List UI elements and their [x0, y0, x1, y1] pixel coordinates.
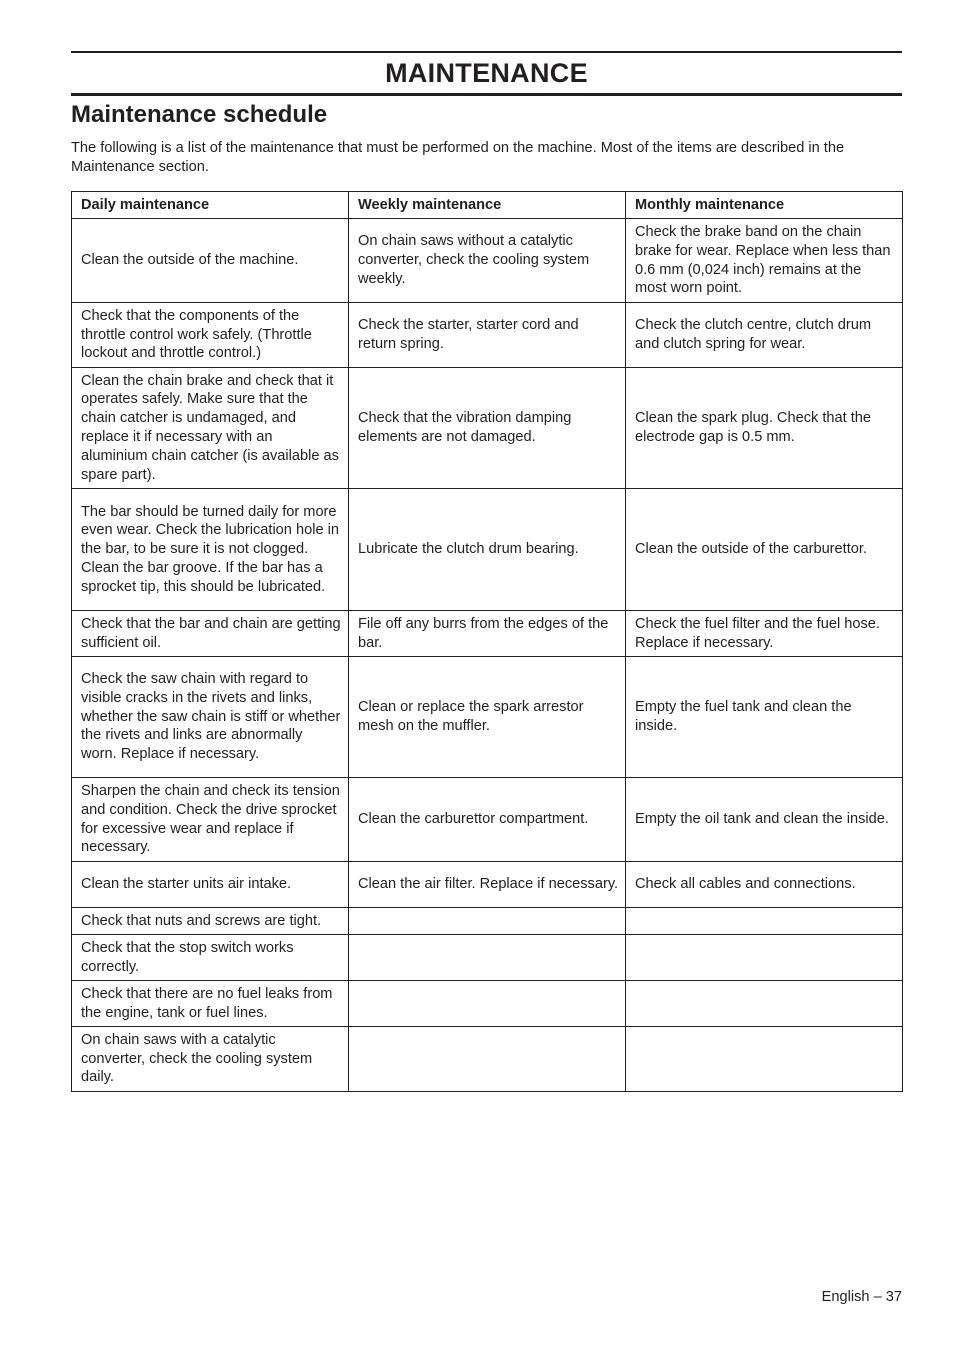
table-row — [72, 935, 903, 981]
monthly-cell — [625, 981, 902, 1027]
chapter-header — [71, 51, 902, 96]
table-row — [72, 489, 903, 611]
monthly-cell — [625, 908, 902, 935]
table-row — [72, 303, 903, 368]
weekly-cell: On chain saws without a catalytic converter, check the cooling system weekly. — [348, 219, 625, 303]
weekly-cell — [348, 981, 625, 1027]
weekly-cell — [348, 935, 625, 981]
daily-cell: Check that the components of the throttle control work safely. (Throttle lockout and throttle control.) — [72, 303, 349, 368]
monthly-cell: Check the fuel filter and the fuel hose. Replace if necessary. — [625, 611, 902, 657]
intro-paragraph: The following is a list of the maintenance that must be performed on the machine. Most of the items are described in the Maintenance section. — [71, 140, 845, 175]
weekly-cell: Check that the vibration damping elements are not damaged. — [348, 368, 625, 489]
table-row — [72, 657, 903, 778]
daily-cell: Clean the outside of the machine. — [72, 219, 349, 303]
column-header-monthly: Monthly maintenance — [625, 192, 902, 219]
table-row — [72, 368, 903, 489]
weekly-cell: Lubricate the clutch drum bearing. — [348, 489, 625, 611]
daily-cell: Check that the stop switch works correctly. — [72, 935, 349, 981]
weekly-cell: File off any burrs from the edges of the bar. — [348, 611, 625, 657]
monthly-cell: Check the clutch centre, clutch drum and clutch spring for wear. — [625, 303, 902, 368]
monthly-cell: Clean the outside of the carburettor. — [625, 489, 902, 611]
daily-cell: On chain saws with a catalytic converter, check the cooling system daily. — [72, 1027, 349, 1092]
monthly-cell: Empty the fuel tank and clean the inside. — [625, 657, 902, 778]
table-row — [72, 908, 903, 935]
daily-cell: Sharpen the chain and check its tension and condition. Check the drive sprocket for excessive wear and replace if necessary. — [72, 778, 349, 862]
table-header-row — [72, 192, 903, 219]
monthly-cell: Clean the spark plug. Check that the electrode gap is 0.5 mm. — [625, 368, 902, 489]
weekly-cell: Clean the carburettor compartment. — [348, 778, 625, 862]
daily-cell: Check that there are no fuel leaks from the engine, tank or fuel lines. — [72, 981, 349, 1027]
daily-cell: Check that nuts and screws are tight. — [72, 908, 349, 935]
page-number: English – 37 — [821, 1289, 902, 1305]
weekly-cell — [348, 908, 625, 935]
section-title: Maintenance schedule — [71, 101, 328, 128]
daily-cell: Clean the chain brake and check that it operates safely. Make sure that the chain catcher is undamaged, and replace it if necessary with an aluminium chain catcher (is available as spare part). — [72, 368, 349, 489]
chapter-title: MAINTENANCE — [385, 58, 588, 88]
monthly-cell: Check the brake band on the chain brake for wear. Replace when less than 0.6 mm (0,024 inch) remains at the most worn point. — [625, 219, 902, 303]
weekly-cell: Check the starter, starter cord and return spring. — [348, 303, 625, 368]
table-row — [72, 1027, 903, 1092]
daily-cell: Check the saw chain with regard to visible cracks in the rivets and links, whether the saw chain is stiff or whether the rivets and links are abnormally worn. Replace if necessary. — [72, 657, 349, 778]
daily-cell: The bar should be turned daily for more even wear. Check the lubrication hole in the bar, to be sure it is not clogged. Clean the bar groove. If the bar has a sprocket tip, this should be lubricated. — [72, 489, 349, 611]
monthly-cell — [625, 935, 902, 981]
weekly-cell — [348, 1027, 625, 1092]
table-row — [72, 778, 903, 862]
table-row — [72, 611, 903, 657]
weekly-cell: Clean or replace the spark arrestor mesh on the muffler. — [348, 657, 625, 778]
table-row — [72, 981, 903, 1027]
table-row — [72, 862, 903, 908]
column-header-weekly: Weekly maintenance — [348, 192, 625, 219]
daily-cell: Check that the bar and chain are getting sufficient oil. — [72, 611, 349, 657]
table-row — [72, 219, 903, 303]
monthly-cell: Empty the oil tank and clean the inside. — [625, 778, 902, 862]
weekly-cell: Clean the air filter. Replace if necessary. — [348, 862, 625, 908]
daily-cell: Clean the starter units air intake. — [72, 862, 349, 908]
monthly-cell — [625, 1027, 902, 1092]
monthly-cell: Check all cables and connections. — [625, 862, 902, 908]
maintenance-schedule-table — [71, 191, 903, 1092]
column-header-daily: Daily maintenance — [72, 192, 349, 219]
